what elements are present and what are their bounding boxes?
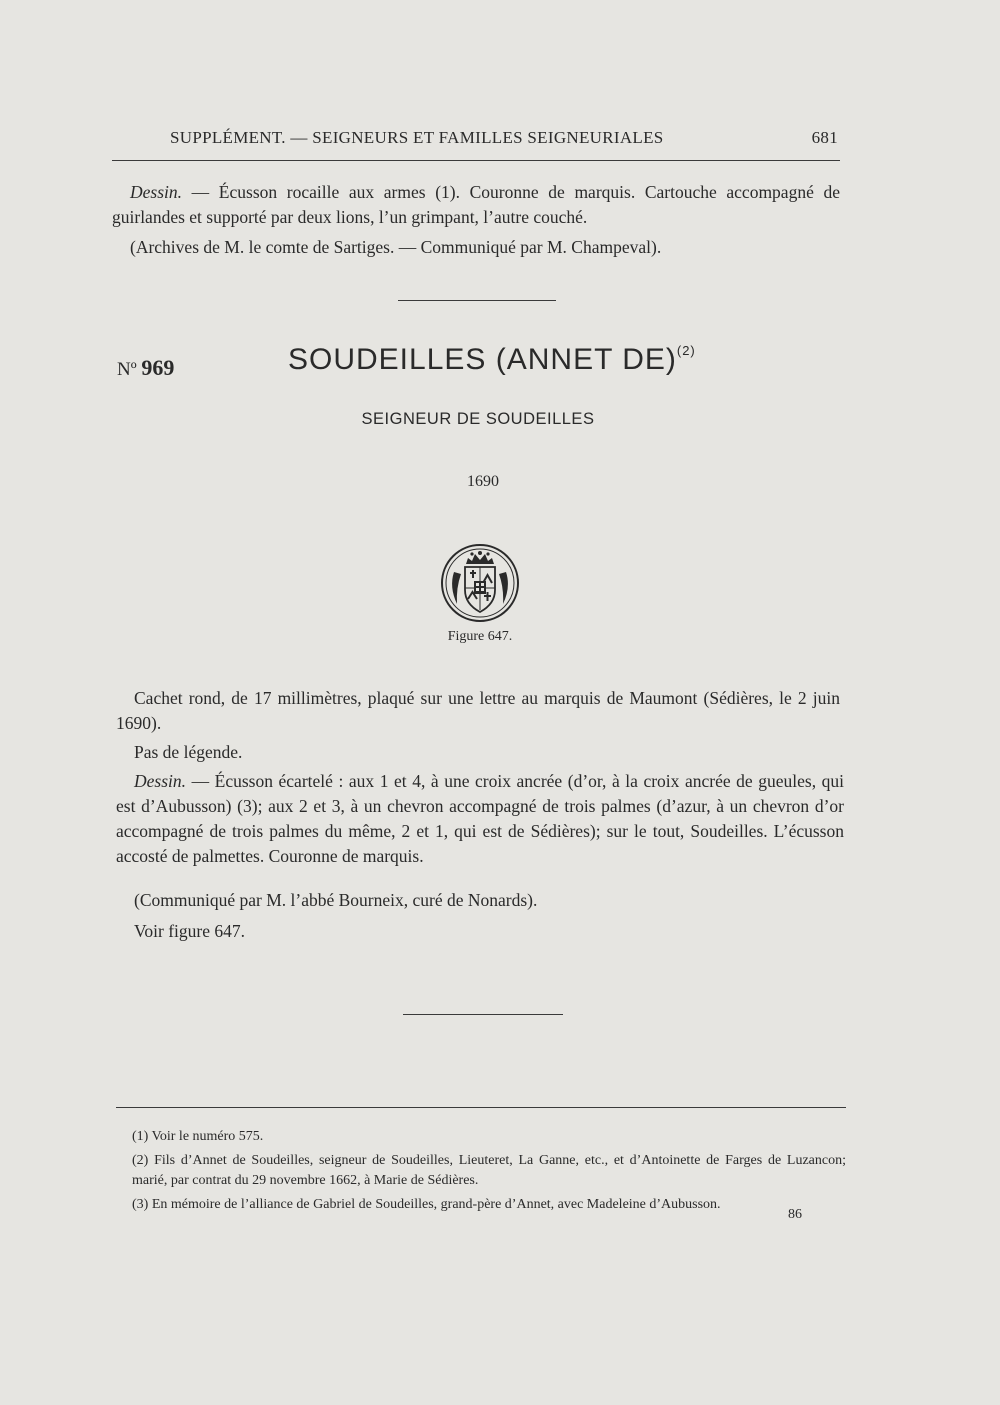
entry-subtitle: SEIGNEUR DE SOUDEILLES: [361, 410, 595, 428]
footnote-3: (3) En mémoire de l’alliance de Gabriel de Soudeilles, grand-père d’Annet, avec Madeleine d’Aubusson.: [132, 1197, 721, 1212]
dessin-label: Dessin.: [130, 182, 183, 202]
dessin-text: — Écusson rocaille aux armes (1). Couronne de marquis. Cartouche accompagné de guirlandes et supporté par deux lions, l’un grimpant, l’autre couché.: [112, 182, 840, 227]
entry-year: 1690: [467, 473, 499, 490]
entry-title-note: (2): [676, 343, 696, 358]
section-separator: [398, 300, 556, 301]
entry-source: (Communiqué par M. l’abbé Bourneix, curé de Nonards).: [134, 890, 538, 910]
see-figure: Voir figure 647.: [134, 921, 245, 941]
footnote-2: (2) Fils d’Annet de Soudeilles, seigneur de Soudeilles, Lieuteret, La Ganne, etc., et d’Antoinette de Farges de Luzancon; marié, par contrat du 29 novembre 1662, à Marie de Sédières.: [132, 1153, 846, 1188]
page-number: 681: [811, 128, 838, 147]
header-rule: [112, 160, 840, 161]
description-paragraph: [116, 686, 840, 736]
entry-number-prefix: Nº: [117, 359, 137, 380]
carry-over-dessin: [112, 180, 840, 230]
entry-title: [288, 343, 696, 377]
description-text: Cachet rond, de 17 millimètres, plaqué sur une lettre au marquis de Maumont (Sédières, le 2 juin 1690).: [116, 688, 840, 733]
legend-note: Pas de légende.: [134, 742, 243, 762]
running-title: SUPPLÉMENT. — SEIGNEURS ET FAMILLES SEIGNEURIALES: [170, 128, 664, 147]
figure-caption: Figure 647.: [447, 629, 513, 644]
entry-title-text: SOUDEILLES (ANNET DE): [288, 343, 677, 376]
running-header: [112, 128, 840, 152]
footnote-1: (1) Voir le numéro 575.: [132, 1129, 264, 1144]
entry-dessin: [116, 769, 844, 869]
entry-dessin-label: Dessin.: [134, 771, 187, 791]
entry-dessin-text: — Écusson écartelé : aux 1 et 4, à une croix ancrée (d’or, à la croix ancrée de gueules, qui est d’Aubusson) (3); aux 2 et 3, à un chevron accompagné de trois palmes (d’azur, à un chevron d’or accompagné de trois palmes du même, 2 et 1, qui est de Sédières); sur le tout, Soudeilles. L’écusson accosté de palmettes. Couronne de marquis.: [116, 771, 844, 866]
seal-figure: [439, 542, 521, 624]
footnotes: [116, 1127, 846, 1215]
footnote-rule: [116, 1107, 846, 1108]
entry-number: [117, 355, 174, 381]
carry-over-source: (Archives de M. le comte de Sartiges. — Communiqué par M. Champeval).: [130, 237, 662, 257]
entry-number-value: 969: [141, 355, 175, 380]
signature-mark: 86: [788, 1207, 802, 1222]
end-separator: [403, 1014, 563, 1015]
